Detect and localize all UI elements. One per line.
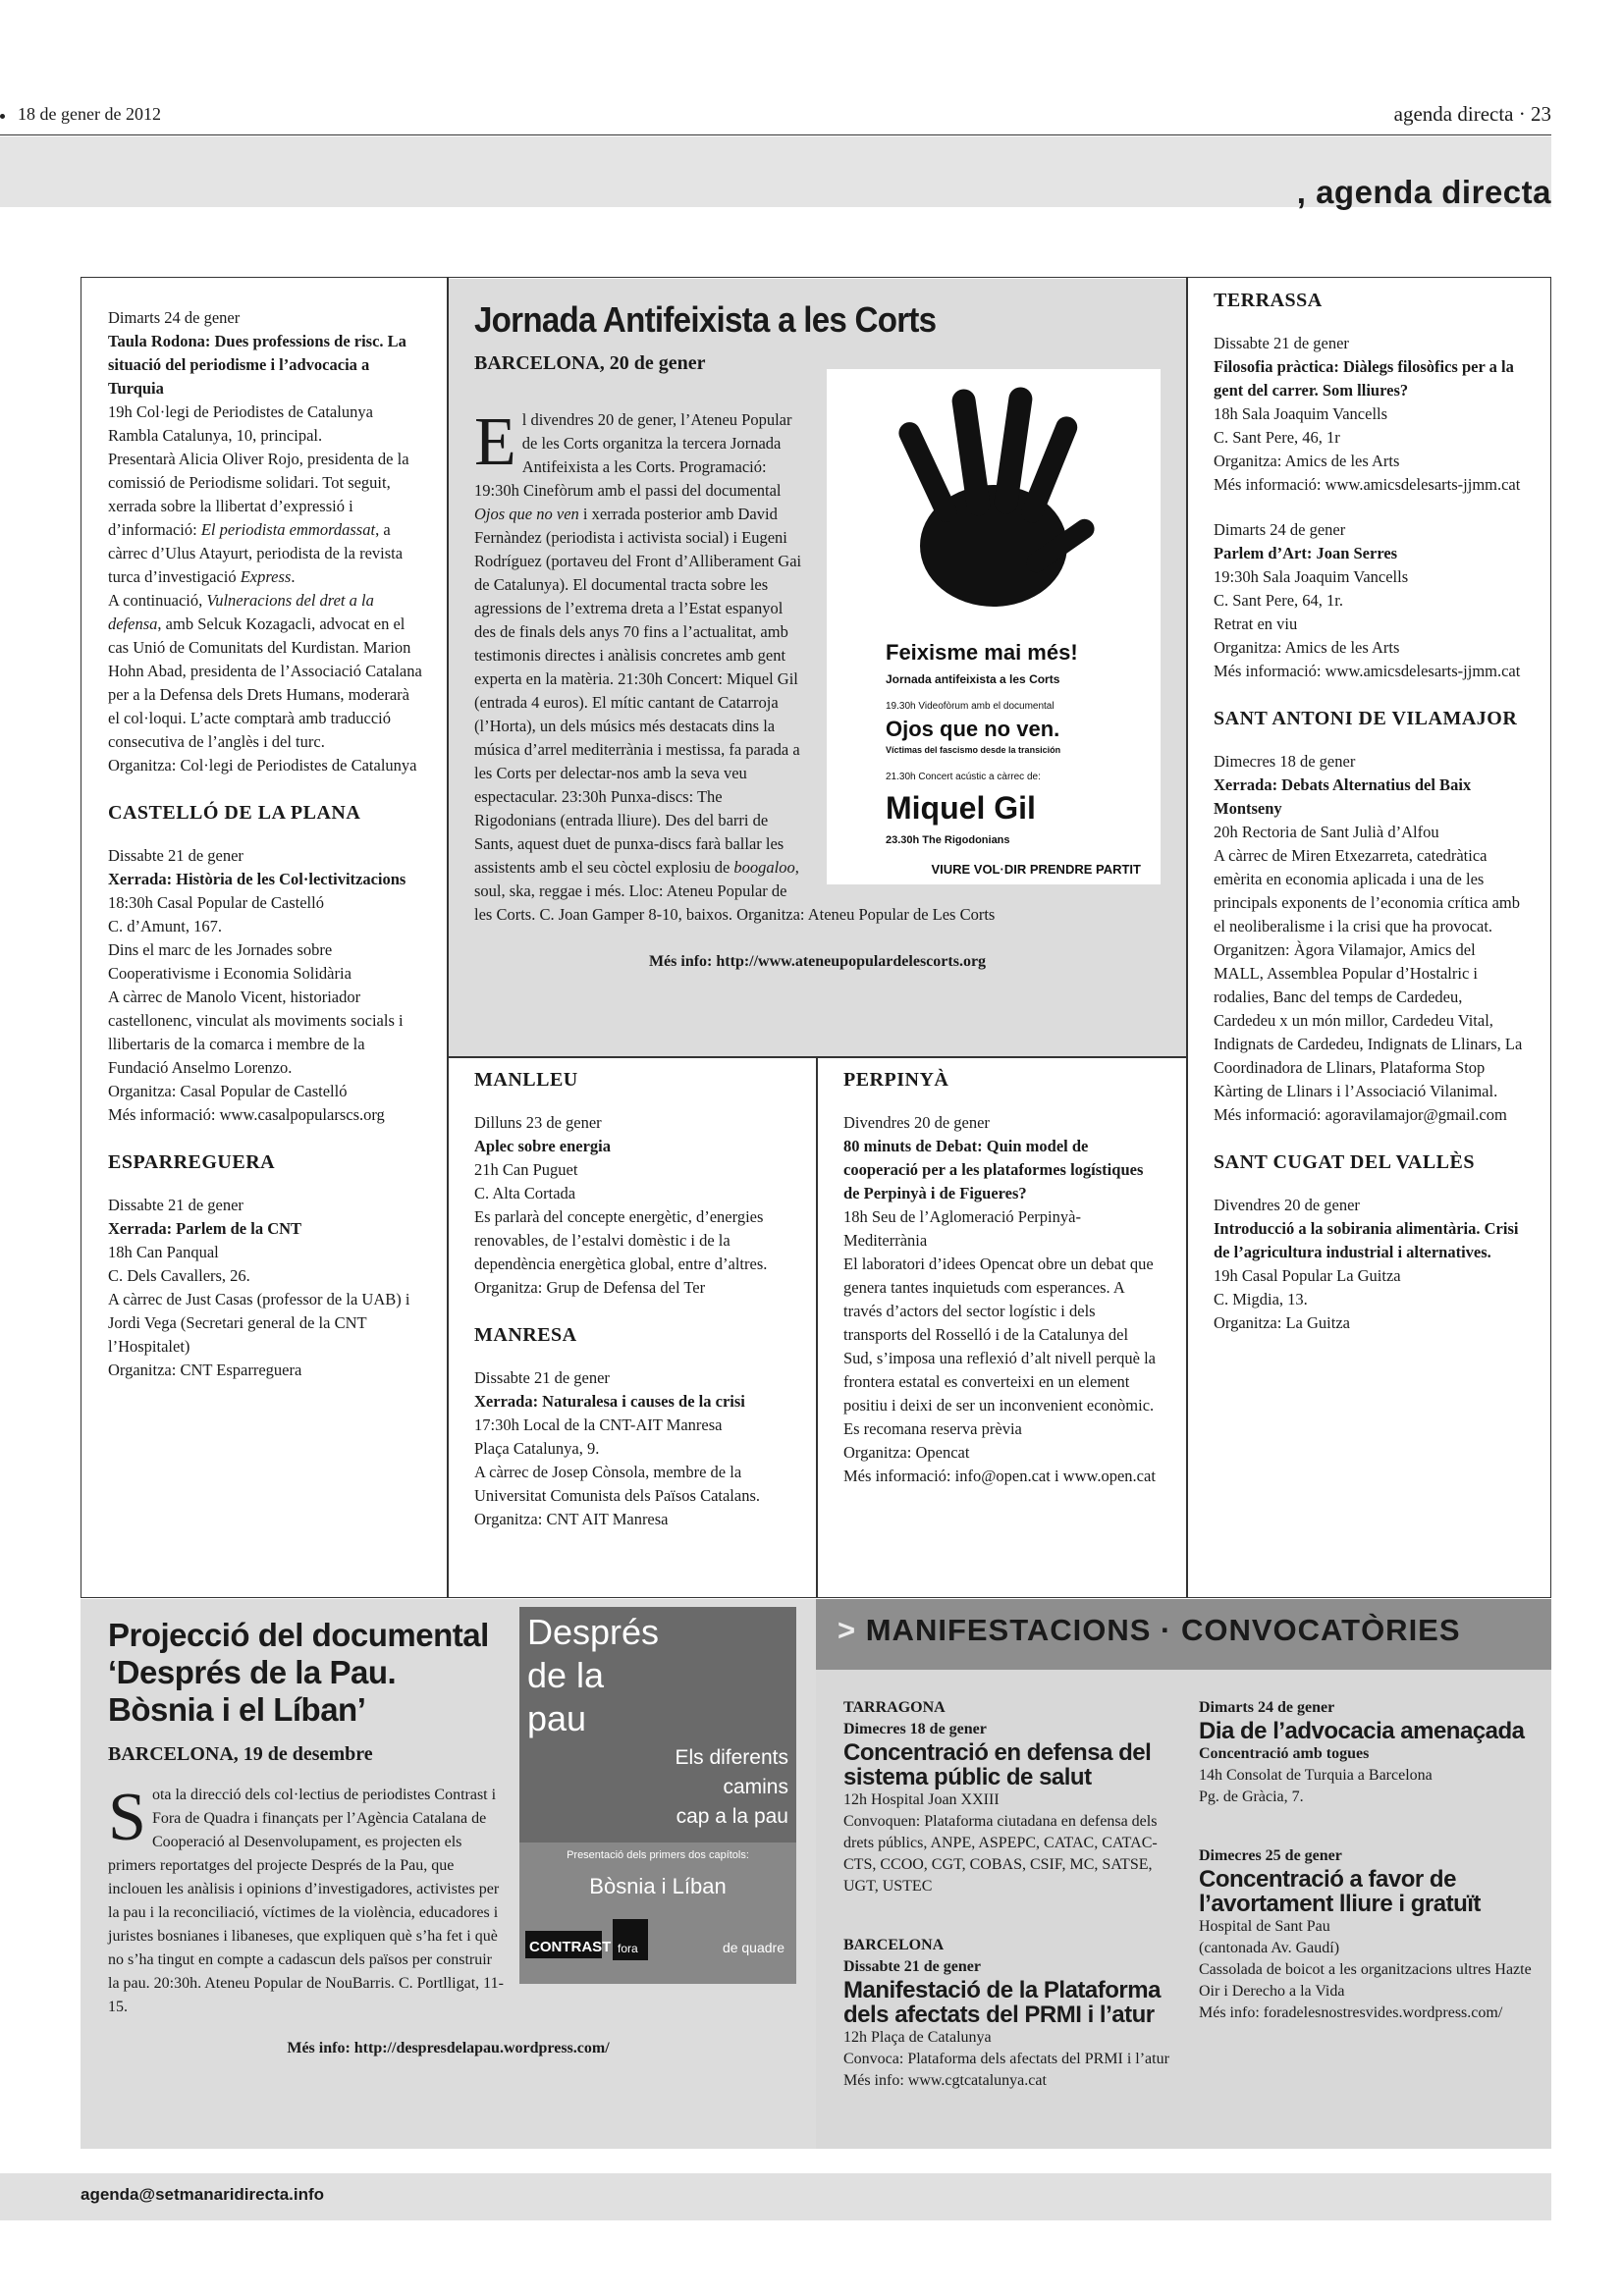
issue-date: 18 de gener de 2012 <box>18 104 161 124</box>
column-4 <box>1186 277 1551 1357</box>
event-date: Dimarts 24 de gener <box>108 308 241 327</box>
event-line: Més informació: info@open.cat i www.open.cat <box>843 1467 1156 1485</box>
column-perpinya <box>816 1056 1186 1510</box>
event-subtitle: Concentració amb togues <box>1199 1745 1370 1762</box>
event-line: Plaça Catalunya, 9. <box>474 1439 600 1458</box>
event-item <box>1199 1845 1533 2024</box>
text-segment: Presentarà Alicia Oliver Rojo, presidenta de la comissió de Periodisme solidari. Tot seguit, xerrada sobre la llibertat d’expressió i d’informació: <box>108 450 409 539</box>
event-line: Més informació: agoravilamajor@gmail.com <box>1214 1105 1507 1124</box>
event-line: Organitza: CNT Esparreguera <box>108 1361 302 1379</box>
contact-email[interactable]: agenda@setmanaridirecta.info <box>81 2185 325 2204</box>
hand-print-icon <box>827 369 1161 884</box>
italic-text: Vulneracions del dret a la defensa <box>108 591 374 633</box>
drop-cap: E <box>474 404 516 480</box>
event-line: El laboratori d’idees Opencat obre un debat que genera tantes inquietuds com esperances. A través d’actors del sector logístic i dels transports del Rosselló i de la Catalunya del Sud, s’imposa una reflexió d’alt nivell perquè la frontera estatal es converteixi en un element positiu i deixi de ser un inconvenient econòmic. <box>843 1255 1156 1415</box>
drop-cap: S <box>108 1780 146 1855</box>
poster-text: camins <box>723 1776 788 1798</box>
event-line: Organitza: Amics de les Arts <box>1214 638 1400 657</box>
event-title: Xerrada: Naturalesa i causes de la crisi <box>474 1392 745 1411</box>
event-date: Dissabte 21 de gener <box>474 1368 610 1387</box>
event-line <box>108 448 422 589</box>
event-date: Dimecres 25 de gener <box>1199 1847 1342 1864</box>
city-heading: BARCELONA <box>843 1937 945 1953</box>
event-line: 12h Hospital Joan XXIII <box>843 1791 1000 1808</box>
poster-text: cap a la pau <box>676 1805 788 1828</box>
event-line: Organitza: Opencat <box>843 1443 970 1462</box>
section-title: , agenda directa <box>1296 174 1551 210</box>
city-heading: ESPARREGUERA <box>108 1151 276 1173</box>
event-title: Concentració a favor de l’avortament lliure i gratuït <box>1199 1866 1481 1917</box>
bosnia-title: Projecció del documental ‘Després de la Pau. Bòsnia i el Líban’ <box>108 1617 489 1728</box>
event-line: Retrat en viu <box>1214 614 1298 633</box>
event-title: Taula Rodona: Dues professions de risc. La situació del periodisme i l’advocacia a Turquia <box>108 332 406 398</box>
event-item <box>843 1111 1161 1488</box>
event-line: A càrrec de Miren Etxezarreta, catedràtica emèrita en economia aplicada i una de les principals exponents de l’economia crítica amb el neoliberalisme i la crisi que ha provocat. <box>1214 846 1521 935</box>
poster-text: Els diferents <box>675 1746 788 1769</box>
poster-text: Miquel Gil <box>886 790 1036 826</box>
section-band <box>0 136 1551 210</box>
manifestations-section <box>816 1599 1551 2149</box>
event-line: Rambla Catalunya, 10, principal. <box>108 426 323 445</box>
event-item <box>474 1366 790 1531</box>
event-item <box>108 306 422 777</box>
event-item <box>474 1111 790 1300</box>
event-title: Xerrada: Història de les Col·lectivitzacions <box>108 870 406 888</box>
poster-text: de quadre <box>722 1940 784 1955</box>
event-title: Dia de l’advocacia amenaçada <box>1199 1718 1525 1744</box>
text-segment: l divendres 20 de gener, l’Ateneu Popular de les Corts organitza la tercera Jornada Antifeixista a les Corts. Programació: 19:30h Cinefòrum amb el passi del documental <box>474 410 792 500</box>
event-line: 19h Casal Popular La Guitza <box>1214 1266 1401 1285</box>
event-item <box>1214 518 1526 683</box>
italic-text: Ojos que no ven <box>474 505 579 523</box>
poster-text: de la <box>527 1655 605 1695</box>
event-line: Es parlarà del concepte energètic, d’energies renovables, de l’estalvi domèstic i de la dependència energètica global, entre d’altres. <box>474 1207 768 1273</box>
event-line: 18:30h Casal Popular de Castelló <box>108 893 324 912</box>
page-header <box>0 98 1551 135</box>
poster-text: 19.30h Videofòrum amb el documental <box>886 701 1055 712</box>
city-heading: SANT CUGAT DEL VALLÈS <box>1214 1151 1475 1173</box>
bosnia-poster-art <box>519 1607 796 1984</box>
event-date: Dissabte 21 de gener <box>108 1196 243 1214</box>
event-line: Organitza: Col·legi de Periodistes de Catalunya <box>108 756 417 774</box>
event-line: 18h Seu de l’Aglomeració Perpinyà-Mediterrània <box>843 1207 1081 1250</box>
text-segment: , soul, ska, reggae i més. Lloc: Ateneu Popular de les Corts. C. Joan Gamper 8-10, baixos. Organitza: Ateneu Popular de Les Corts <box>474 858 996 924</box>
manifestations-header <box>816 1599 1551 1670</box>
poster-text: pau <box>527 1698 587 1738</box>
column-1 <box>81 277 448 1404</box>
event-date: Dilluns 23 de gener <box>474 1113 602 1132</box>
event-item <box>843 1719 1177 1897</box>
event-line: Organitza: La Guitza <box>1214 1313 1350 1332</box>
event-line: Més info: www.cgtcatalunya.cat <box>843 2072 1047 2089</box>
event-line: Més informació: www.casalpopularscs.org <box>108 1105 385 1124</box>
event-line: Convoquen: Plataforma ciutadana en defensa dels drets públics, ANPE, ASPEPC, CATAC, CATAC-CTS, CCOO, CGT, COBAS, CSIF, MC, SATSE, UGT, USTEC <box>843 1813 1158 1895</box>
event-line: Més info: foradelesnostresvides.wordpress.com/ <box>1199 2004 1503 2021</box>
event-line: Organitza: Casal Popular de Castelló <box>108 1082 348 1100</box>
poster-text: Presentació dels primers dos capítols: <box>567 1849 749 1861</box>
event-title: Concentració en defensa del sistema públic de salut <box>843 1739 1152 1790</box>
event-line: Organitza: Amics de les Arts <box>1214 452 1400 470</box>
city-heading: MANRESA <box>474 1324 577 1346</box>
poster-slogan: VIURE VOL·DIR PRENDRE PARTIT <box>931 862 1141 877</box>
italic-text: El periodista emmordassat <box>200 520 376 539</box>
event-line: Pg. de Gràcia, 7. <box>1199 1789 1304 1805</box>
poster-text: Feixisme mai més! <box>886 640 1078 665</box>
event-line: C. Sant Pere, 46, 1r <box>1214 428 1340 447</box>
event-date: Dissabte 21 de gener <box>108 846 243 865</box>
event-line: Dins el marc de les Jornades sobre Cooperativisme i Economia Solidària <box>108 940 352 983</box>
manifestations-right <box>1199 1697 1533 2061</box>
event-item <box>1214 750 1526 1127</box>
event-line: Organitzen: Àgora Vilamajor, Amics del MALL, Assemblea Popular d’Hostalric i rodalies, Banc del temps de Cardedeu, Cardedeu x un món millor, Cardedeu Vital, Indignats de Cardedeu, Indignats de Llinars, La Coordinadora de Llinars, Plataforma Stop Kàrting de Llinars i l’Associació Vilanimal. <box>1214 940 1523 1100</box>
section-page: agenda directa · 23 <box>1393 102 1551 126</box>
manifestations-left <box>843 1697 1177 2129</box>
text-segment: , a càrrec d’Ulus Atayurt, periodista de la revista turca d’investigació <box>108 520 404 586</box>
event-line: 14h Consolat de Turquia a Barcelona <box>1199 1767 1433 1784</box>
page-footer <box>0 2173 1551 2220</box>
event-date: Dimarts 24 de gener <box>1199 1699 1335 1716</box>
event-line: C. Dels Cavallers, 26. <box>108 1266 250 1285</box>
event-line: A càrrec de Just Casas (professor de la UAB) i Jordi Vega (Secretari general de la CNT l’Hospitalet) <box>108 1290 410 1356</box>
event-line: 18h Can Panqual <box>108 1243 219 1261</box>
city-heading: TARRAGONA <box>843 1699 946 1716</box>
event-title: Parlem d’Art: Joan Serres <box>1214 544 1398 562</box>
event-title: Introducció a la sobirania alimentària. Crisi de l’agricultura industrial i alternatives. <box>1214 1219 1519 1261</box>
italic-text: boogaloo <box>733 858 795 877</box>
event-date: Dissabte 21 de gener <box>843 1958 981 1975</box>
event-item <box>108 844 422 1127</box>
event-line: 21h Can Puguet <box>474 1160 578 1179</box>
text-segment: , amb Selcuk Kozagacli, advocat en el cas Unió de Comunitats del Kurdistan. Marion Hohn Abad, presidenta de l’Associació Catalana per a la Defensa dels Drets Humans, moderarà el col·loqui. L’acte comptarà amb traducció consecutiva de l’anglès i del turc. <box>108 614 422 751</box>
poster-text: 23.30h The Rigodonians <box>886 834 1010 846</box>
event-item <box>843 1956 1177 2092</box>
event-item <box>1199 1697 1533 1808</box>
event-line: 12h Plaça de Catalunya <box>843 2029 992 2046</box>
event-item <box>108 1194 422 1382</box>
event-line: Convoca: Plataforma dels afectats del PRMI i l’atur <box>843 2051 1169 2067</box>
italic-text: Express <box>240 567 292 586</box>
feature-title: Jornada Antifeixista a les Corts <box>474 299 937 340</box>
text-segment: . <box>291 567 296 586</box>
feature-article <box>449 279 1186 1056</box>
event-line: C. Alta Cortada <box>474 1184 576 1202</box>
chevron-right-icon: > <box>838 1613 857 1647</box>
event-line: 19:30h Sala Joaquim Vancells <box>1214 567 1409 586</box>
event-date: Dissabte 21 de gener <box>1214 334 1349 352</box>
city-heading: MANLLEU <box>474 1069 578 1091</box>
poster-text: Després <box>527 1612 660 1652</box>
bosnia-more-info[interactable]: Més info: http://despresdelapau.wordpress.com/ <box>287 2040 610 2056</box>
event-item <box>1214 332 1526 497</box>
antifascist-poster <box>827 369 1161 884</box>
bosnia-body: ota la direcció dels col·lectius de periodistes Contrast i Fora de Quadra i finançats per l’Agència Catalana de Cooperació al Desenvolupament, es projecten els primers reportatges del projecte Després de la Pau, que inclouen les anàlisis i opinions d’investigadores, activistes per la pau i la reconciliació, víctimes de la violència, educadores i juristes bosnianes i libaneses, que expliquen què s’ha fet i què no s’ha tingut en compte a cadascun dels països per construir la pau. 20:30h. Ateneu Popular de NouBarris. C. Portlligat, 11-15. <box>108 1787 504 2015</box>
column-manlleu-manresa <box>447 1056 816 1553</box>
event-title: Aplec sobre energia <box>474 1137 612 1155</box>
event-line: 19h Col·legi de Periodistes de Catalunya <box>108 402 373 421</box>
event-date: Dimarts 24 de gener <box>1214 520 1346 539</box>
event-title: Filosofia pràctica: Diàlegs filosòfics per a la gent del carrer. Som lliures? <box>1214 357 1514 400</box>
feature-more-info[interactable]: Més info: http://www.ateneupopulardelescorts.org <box>648 953 987 970</box>
text-segment: A continuació, <box>108 591 207 610</box>
city-heading: CASTELLÓ DE LA PLANA <box>108 802 361 824</box>
event-date: Divendres 20 de gener <box>1214 1196 1360 1214</box>
event-item <box>1214 1194 1526 1335</box>
bosnia-poster <box>519 1607 796 1984</box>
event-title: 80 minuts de Debat: Quin model de cooperació per a les plataformes logístiques de Perpinyà i de Figueres? <box>843 1137 1144 1202</box>
text-segment: i xerrada posterior amb David Fernàndez (periodista i activista social) i Eugeni Rodríguez (portaveu del Front d’Alliberament Gai de Catalunya). El documental tracta sobre les agressions de l’extrema dreta a l’Estat espanyol des de finals dels anys 70 fins a l’actualitat, amb testimonis directes i anàlisis concretes amb gent experta en la matèria. 21:30h Concert: Miquel Gil (entrada 4 euros). El mític cantant de Catarroja (l’Horta), un dels músics més destacats dins la música d’arrel mediterrània i mestissa, fa parada a les Corts per delectar-nos amb la seva veu espectacular. 23:30h Punxa-discs: The Rigodonians (entrada lliure). Des del barri de Sants, aquest duet de punxa-discs farà ballar les assistents amb el seu còctel explosiu de <box>474 505 802 877</box>
event-line <box>108 589 422 754</box>
feature-dateline: BARCELONA, 20 de gener <box>474 352 706 374</box>
event-line: 18h Sala Joaquim Vancells <box>1214 404 1388 423</box>
event-line: A càrrec de Manolo Vicent, historiador castellonenc, vinculat als moviments socials i llibertaris de la comarca i membre de la Fundació Anselmo Lorenzo. <box>108 988 404 1077</box>
bosnia-dateline: BARCELONA, 19 de desembre <box>108 1743 373 1765</box>
manifestations-title: MANIFESTACIONS · CONVOCATÒRIES <box>865 1613 1461 1647</box>
event-line: Organitza: CNT AIT Manresa <box>474 1510 669 1528</box>
event-line: C. d’Amunt, 167. <box>108 917 222 935</box>
event-line: A càrrec de Josep Cònsola, membre de la Universitat Comunista dels Països Catalans. <box>474 1463 761 1505</box>
poster-text: Ojos que no ven. <box>886 717 1060 741</box>
event-line: C. Migdia, 13. <box>1214 1290 1308 1308</box>
event-date: Divendres 20 de gener <box>843 1113 990 1132</box>
event-line: Més informació: www.amicsdelesarts-jjmm.cat <box>1214 662 1521 680</box>
event-line: Es recomana reserva prèvia <box>843 1419 1022 1438</box>
event-title: Manifestació de la Plataforma dels afectats del PRMI i l’atur <box>843 1977 1161 2028</box>
event-line: Hospital de Sant Pau <box>1199 1918 1330 1935</box>
event-line: 17:30h Local de la CNT-AIT Manresa <box>474 1415 723 1434</box>
event-line: 20h Rectoria de Sant Julià d’Alfou <box>1214 823 1439 841</box>
event-line: Cassolada de boicot a les organitzacions ultres Hazte Oir i Derecho a la Vida <box>1199 1961 1532 2000</box>
event-title: Xerrada: Parlem de la CNT <box>108 1219 302 1238</box>
event-line: C. Sant Pere, 64, 1r. <box>1214 591 1343 610</box>
event-line: Més informació: www.amicsdelesarts-jjmm.cat <box>1214 475 1521 494</box>
bosnia-article <box>81 1599 816 2149</box>
city-heading: SANT ANTONI DE VILAMAJOR <box>1214 708 1518 729</box>
event-date: Dimecres 18 de gener <box>843 1721 987 1737</box>
event-line: Organitza: Grup de Defensa del Ter <box>474 1278 706 1297</box>
event-date: Dimecres 18 de gener <box>1214 752 1356 771</box>
event-title: Xerrada: Debats Alternatius del Baix Montseny <box>1214 775 1472 818</box>
event-line: (cantonada Av. Gaudí) <box>1199 1940 1340 1956</box>
poster-text: CONTRAST <box>529 1939 612 1955</box>
poster-text: 21.30h Concert acústic a càrrec de: <box>886 772 1041 782</box>
poster-text: Jornada antifeixista a les Corts <box>886 672 1060 686</box>
city-heading: TERRASSA <box>1214 290 1323 311</box>
city-heading: PERPINYÀ <box>843 1069 949 1091</box>
poster-text: fora <box>618 1942 638 1955</box>
poster-text: Bòsnia i Líban <box>589 1874 727 1898</box>
poster-text: Víctimas del fascismo desde la transición <box>886 745 1061 755</box>
